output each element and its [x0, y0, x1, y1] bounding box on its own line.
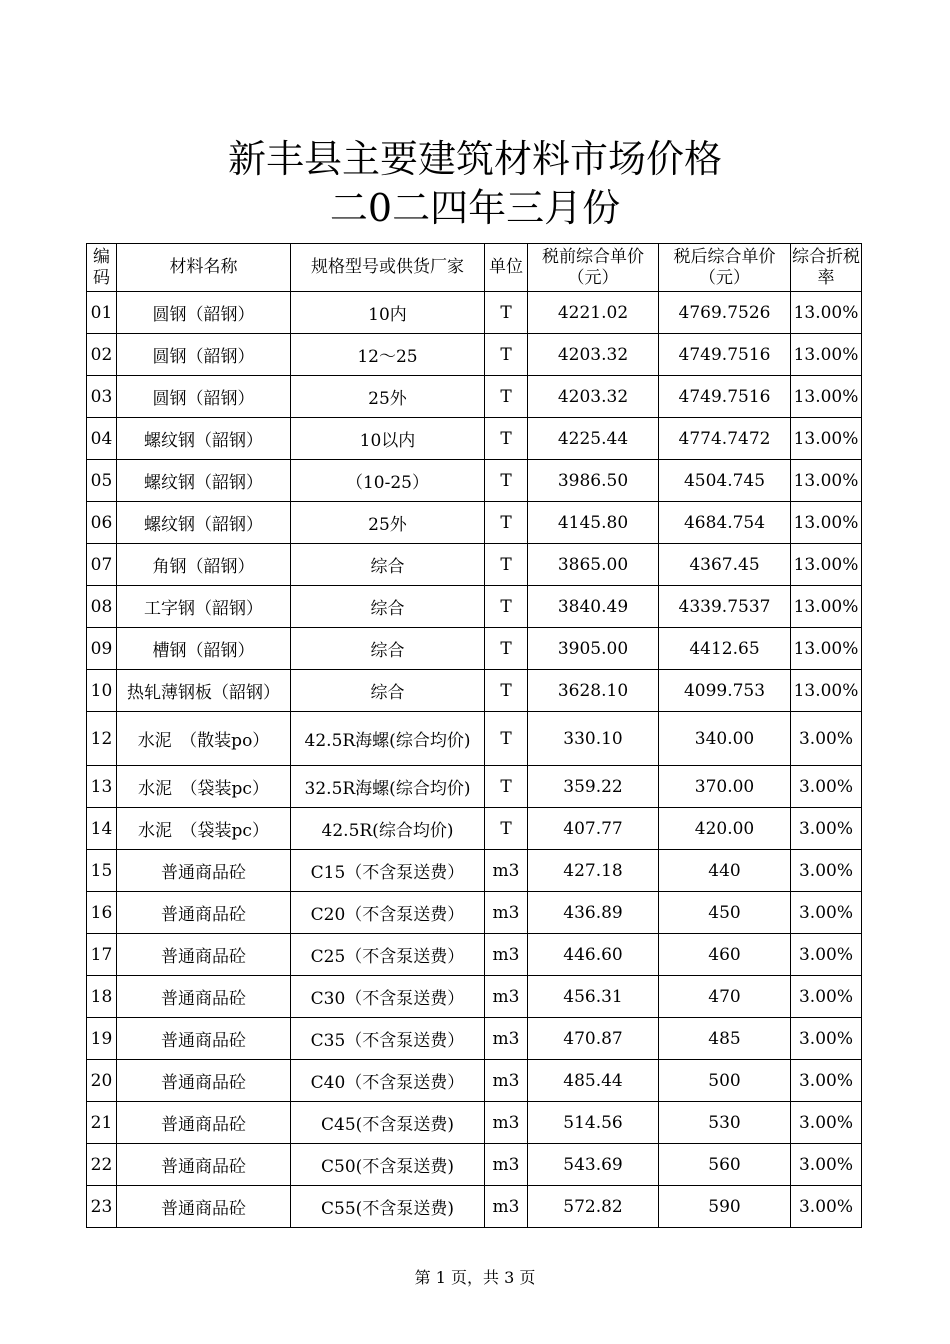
table-row — [87, 712, 862, 766]
cell-aftertax: 590 — [659, 1186, 791, 1228]
cell-unit: T — [485, 766, 528, 808]
cell-unit: T — [485, 418, 528, 460]
cell-pretax: 514.56 — [528, 1102, 659, 1144]
cell-unit: T — [485, 586, 528, 628]
cell-aftertax: 500 — [659, 1060, 791, 1102]
table-row — [87, 1018, 862, 1060]
table-row — [87, 460, 862, 502]
cell-spec: C25（不含泵送费） — [291, 934, 485, 976]
page-footer: 第 1 页，共 3 页 — [414, 1268, 536, 1287]
table-row — [87, 892, 862, 934]
cell-spec: 42.5R(综合均价) — [291, 808, 485, 850]
cell-name: 普通商品砼 — [117, 1102, 291, 1144]
header-rate: 综合折税率 — [791, 244, 862, 292]
cell-name: 热轧薄钢板（韶钢） — [117, 670, 291, 712]
cell-pretax: 4203.32 — [528, 334, 659, 376]
cell-unit: m3 — [485, 976, 528, 1018]
table-row — [87, 1102, 862, 1144]
cell-rate: 13.00% — [791, 670, 862, 712]
cell-rate: 3.00% — [791, 850, 862, 892]
cell-aftertax: 4504.745 — [659, 460, 791, 502]
cell-code: 14 — [87, 808, 117, 850]
cell-code: 21 — [87, 1102, 117, 1144]
table-row — [87, 586, 862, 628]
cell-pretax: 359.22 — [528, 766, 659, 808]
cell-unit: m3 — [485, 1060, 528, 1102]
cell-code: 15 — [87, 850, 117, 892]
cell-code: 02 — [87, 334, 117, 376]
cell-name: 螺纹钢（韶钢） — [117, 460, 291, 502]
cell-unit: T — [485, 502, 528, 544]
cell-pretax: 3865.00 — [528, 544, 659, 586]
cell-code: 18 — [87, 976, 117, 1018]
cell-name: 水泥 （散装po） — [117, 712, 291, 766]
cell-unit: T — [485, 460, 528, 502]
cell-aftertax: 530 — [659, 1102, 791, 1144]
cell-spec: 10以内 — [291, 418, 485, 460]
table-row — [87, 628, 862, 670]
cell-name: 圆钢（韶钢） — [117, 292, 291, 334]
cell-name: 槽钢（韶钢） — [117, 628, 291, 670]
cell-spec: C50(不含泵送费) — [291, 1144, 485, 1186]
cell-pretax: 470.87 — [528, 1018, 659, 1060]
cell-pretax: 3905.00 — [528, 628, 659, 670]
cell-pretax: 456.31 — [528, 976, 659, 1018]
cell-unit: m3 — [485, 1018, 528, 1060]
table-row — [87, 850, 862, 892]
cell-code: 19 — [87, 1018, 117, 1060]
table-row — [87, 502, 862, 544]
header-pretax: 税前综合单价（元） — [528, 244, 659, 292]
cell-unit: T — [485, 628, 528, 670]
document-subtitle: 二0二四年三月份 — [329, 186, 621, 230]
cell-name: 螺纹钢（韶钢） — [117, 418, 291, 460]
cell-code: 17 — [87, 934, 117, 976]
cell-aftertax: 485 — [659, 1018, 791, 1060]
cell-unit: m3 — [485, 1144, 528, 1186]
cell-aftertax: 4749.7516 — [659, 334, 791, 376]
cell-spec: 32.5R海螺(综合均价) — [291, 766, 485, 808]
cell-aftertax: 340.00 — [659, 712, 791, 766]
header-aftertax: 税后综合单价（元） — [659, 244, 791, 292]
document-title: 新丰县主要建筑材料市场价格 — [227, 137, 722, 181]
cell-pretax: 572.82 — [528, 1186, 659, 1228]
table-row — [87, 1060, 862, 1102]
cell-unit: T — [485, 670, 528, 712]
cell-rate: 13.00% — [791, 502, 862, 544]
cell-spec: 综合 — [291, 628, 485, 670]
cell-pretax: 4145.80 — [528, 502, 659, 544]
cell-pretax: 4221.02 — [528, 292, 659, 334]
table-row — [87, 544, 862, 586]
cell-rate: 3.00% — [791, 1186, 862, 1228]
table-row — [87, 334, 862, 376]
cell-aftertax: 4769.7526 — [659, 292, 791, 334]
cell-spec: C30（不含泵送费） — [291, 976, 485, 1018]
cell-aftertax: 470 — [659, 976, 791, 1018]
cell-spec: 42.5R海螺(综合均价) — [291, 712, 485, 766]
table-row — [87, 1186, 862, 1228]
cell-rate: 3.00% — [791, 1102, 862, 1144]
cell-rate: 13.00% — [791, 292, 862, 334]
cell-unit: T — [485, 376, 528, 418]
cell-pretax: 436.89 — [528, 892, 659, 934]
cell-pretax: 485.44 — [528, 1060, 659, 1102]
cell-code: 13 — [87, 766, 117, 808]
cell-spec: 25外 — [291, 376, 485, 418]
cell-code: 03 — [87, 376, 117, 418]
cell-rate: 3.00% — [791, 934, 862, 976]
table-row — [87, 976, 862, 1018]
cell-name: 工字钢（韶钢） — [117, 586, 291, 628]
cell-unit: m3 — [485, 1102, 528, 1144]
cell-spec: 综合 — [291, 586, 485, 628]
cell-spec: C20（不含泵送费） — [291, 892, 485, 934]
cell-name: 普通商品砼 — [117, 850, 291, 892]
cell-name: 角钢（韶钢） — [117, 544, 291, 586]
cell-unit: m3 — [485, 850, 528, 892]
cell-spec: C45(不含泵送费) — [291, 1102, 485, 1144]
cell-name: 普通商品砼 — [117, 1060, 291, 1102]
cell-name: 圆钢（韶钢） — [117, 334, 291, 376]
header-name: 材料名称 — [117, 244, 291, 292]
cell-code: 23 — [87, 1186, 117, 1228]
cell-pretax: 3986.50 — [528, 460, 659, 502]
cell-spec: C15（不含泵送费） — [291, 850, 485, 892]
cell-rate: 13.00% — [791, 334, 862, 376]
cell-name: 普通商品砼 — [117, 934, 291, 976]
cell-aftertax: 4774.7472 — [659, 418, 791, 460]
cell-spec: C40（不含泵送费） — [291, 1060, 485, 1102]
cell-rate: 13.00% — [791, 418, 862, 460]
cell-rate: 13.00% — [791, 376, 862, 418]
cell-pretax: 3840.49 — [528, 586, 659, 628]
cell-code: 01 — [87, 292, 117, 334]
cell-aftertax: 4099.753 — [659, 670, 791, 712]
cell-unit: m3 — [485, 934, 528, 976]
cell-spec: 综合 — [291, 670, 485, 712]
cell-rate: 3.00% — [791, 892, 862, 934]
cell-rate: 3.00% — [791, 976, 862, 1018]
cell-pretax: 446.60 — [528, 934, 659, 976]
cell-rate: 13.00% — [791, 460, 862, 502]
cell-name: 水泥 （袋装pc） — [117, 766, 291, 808]
cell-unit: T — [485, 334, 528, 376]
cell-aftertax: 440 — [659, 850, 791, 892]
cell-unit: T — [485, 292, 528, 334]
cell-name: 水泥 （袋装pc） — [117, 808, 291, 850]
cell-unit: m3 — [485, 1186, 528, 1228]
cell-unit: T — [485, 544, 528, 586]
cell-pretax: 543.69 — [528, 1144, 659, 1186]
cell-name: 螺纹钢（韶钢） — [117, 502, 291, 544]
cell-rate: 3.00% — [791, 808, 862, 850]
cell-aftertax: 370.00 — [659, 766, 791, 808]
header-spec: 规格型号或供货厂家 — [291, 244, 485, 292]
cell-code: 07 — [87, 544, 117, 586]
cell-code: 04 — [87, 418, 117, 460]
cell-aftertax: 460 — [659, 934, 791, 976]
cell-rate: 3.00% — [791, 1144, 862, 1186]
cell-pretax: 4225.44 — [528, 418, 659, 460]
cell-rate: 13.00% — [791, 586, 862, 628]
cell-pretax: 330.10 — [528, 712, 659, 766]
cell-code: 06 — [87, 502, 117, 544]
cell-code: 10 — [87, 670, 117, 712]
table-header-row — [87, 244, 862, 292]
cell-name: 普通商品砼 — [117, 1018, 291, 1060]
cell-pretax: 4203.32 — [528, 376, 659, 418]
table-row — [87, 1144, 862, 1186]
cell-aftertax: 4339.7537 — [659, 586, 791, 628]
cell-unit: T — [485, 808, 528, 850]
cell-code: 12 — [87, 712, 117, 766]
price-table — [86, 243, 862, 1228]
cell-unit: m3 — [485, 892, 528, 934]
cell-code: 22 — [87, 1144, 117, 1186]
cell-spec: 12～25 — [291, 334, 485, 376]
cell-unit: T — [485, 712, 528, 766]
cell-spec: 25外 — [291, 502, 485, 544]
header-code: 编码 — [87, 244, 117, 292]
cell-code: 09 — [87, 628, 117, 670]
header-unit: 单位 — [485, 244, 528, 292]
table-row — [87, 418, 862, 460]
table-row — [87, 376, 862, 418]
cell-rate: 3.00% — [791, 766, 862, 808]
table-row — [87, 934, 862, 976]
cell-aftertax: 420.00 — [659, 808, 791, 850]
cell-code: 05 — [87, 460, 117, 502]
cell-rate: 13.00% — [791, 544, 862, 586]
cell-spec: 10内 — [291, 292, 485, 334]
cell-pretax: 407.77 — [528, 808, 659, 850]
cell-spec: 综合 — [291, 544, 485, 586]
cell-aftertax: 560 — [659, 1144, 791, 1186]
table-row — [87, 808, 862, 850]
cell-rate: 3.00% — [791, 1018, 862, 1060]
table-row — [87, 766, 862, 808]
cell-rate: 3.00% — [791, 1060, 862, 1102]
table-row — [87, 670, 862, 712]
cell-spec: （10-25） — [291, 460, 485, 502]
cell-spec: C55(不含泵送费) — [291, 1186, 485, 1228]
cell-code: 16 — [87, 892, 117, 934]
cell-spec: C35（不含泵送费） — [291, 1018, 485, 1060]
cell-name: 普通商品砼 — [117, 892, 291, 934]
cell-pretax: 427.18 — [528, 850, 659, 892]
cell-name: 圆钢（韶钢） — [117, 376, 291, 418]
cell-aftertax: 4412.65 — [659, 628, 791, 670]
cell-code: 20 — [87, 1060, 117, 1102]
cell-name: 普通商品砼 — [117, 976, 291, 1018]
cell-name: 普通商品砼 — [117, 1186, 291, 1228]
cell-rate: 3.00% — [791, 712, 862, 766]
cell-aftertax: 450 — [659, 892, 791, 934]
cell-code: 08 — [87, 586, 117, 628]
table-row — [87, 292, 862, 334]
cell-aftertax: 4749.7516 — [659, 376, 791, 418]
cell-aftertax: 4684.754 — [659, 502, 791, 544]
cell-name: 普通商品砼 — [117, 1144, 291, 1186]
cell-pretax: 3628.10 — [528, 670, 659, 712]
cell-aftertax: 4367.45 — [659, 544, 791, 586]
cell-rate: 13.00% — [791, 628, 862, 670]
